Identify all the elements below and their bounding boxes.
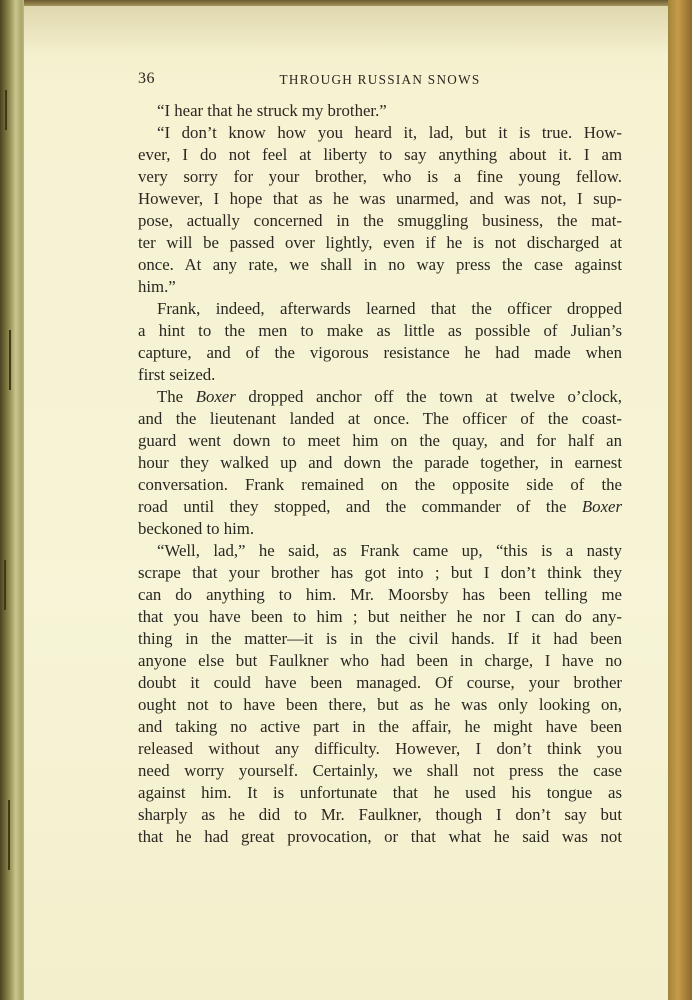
page-shadow [24, 6, 668, 56]
text-line: a hint to the men to make as little as possible of Julian’s [138, 321, 622, 340]
text-line: very sorry for your brother, who is a fine young fellow. [138, 167, 622, 186]
text-fragment: The [157, 387, 196, 406]
page-number: 36 [138, 70, 155, 87]
text-line: However, I hope that as he was unarmed, and was not, I sup- [138, 189, 622, 208]
body-text [138, 100, 622, 848]
text-line: doubt it could have been managed. Of course, your brother [138, 673, 622, 692]
text-line: beckoned to him. [138, 519, 255, 538]
text-line: guard went down to meet him on the quay, and for half an [138, 431, 622, 450]
binding-thread [4, 560, 6, 610]
text-fragment: road until they stopped, and the commander of the [138, 497, 582, 516]
text-line: capture, and of the vigorous resistance he had made when [138, 343, 622, 362]
text-line: ter will be passed over lightly, even if he is not discharged at [138, 233, 622, 252]
text-line: need worry yourself. Certainly, we shall not press the case [138, 761, 622, 780]
text-line: that he had great provocation, or that what he said was not [138, 827, 622, 846]
text-line: “Well, lad,” he said, as Frank came up, “this is a nasty [157, 541, 622, 560]
text-line: ought not to have been there, but as he was only looking on, [138, 695, 622, 714]
ship-name-italic: Boxer [195, 387, 236, 406]
binding-thread [8, 800, 10, 870]
text-line: Frank, indeed, afterwards learned that the officer dropped [157, 299, 622, 318]
text-line: first seized. [138, 365, 216, 384]
binding-thread [5, 90, 7, 130]
text-line: released without any difficulty. However, I don’t think you [138, 739, 622, 758]
text-line: ever, I do not feel at liberty to say anything about it. I am [138, 145, 622, 164]
text-line: can do anything to him. Mr. Moorsby has been telling me [138, 585, 622, 604]
text-line: once. At any rate, we shall in no way press the case against [138, 255, 622, 274]
text-line: thing in the matter—it is in the civil hands. If it had been [138, 629, 622, 648]
text-line: against him. It is unfortunate that he used his tongue as [138, 783, 622, 802]
text-line: conversation. Frank remained on the opposite side of the [138, 475, 622, 494]
running-head-title: THROUGH RUSSIAN SNOWS [279, 72, 481, 87]
text-line: “I hear that he struck my brother.” [157, 101, 387, 120]
text-line: “I don’t know how you heard it, lad, but it is true. How- [157, 123, 622, 142]
text-line: hour they walked up and down the parade together, in earnest [138, 453, 622, 472]
text-line: pose, actually concerned in the smuggling business, the mat- [138, 211, 622, 230]
text-line: scrape that your brother has got into ; but I don’t think they [138, 563, 622, 582]
binding-thread [9, 330, 11, 390]
book-binding [0, 0, 26, 1000]
text-line: sharply as he did to Mr. Faulkner, though I don’t say but [138, 805, 622, 824]
page-right-edge [668, 0, 692, 1000]
text-fragment: dropped anchor off the town at twelve o’clock, [235, 387, 622, 406]
text-line: and the lieutenant landed at once. The officer of the coast- [138, 409, 622, 428]
running-head [138, 70, 622, 92]
text-line [138, 496, 622, 518]
text-line: and taking no active part in the affair, he might have been [138, 717, 622, 736]
text-line: anyone else but Faulkner who had been in charge, I have no [138, 651, 622, 670]
ship-name-italic: Boxer [581, 497, 622, 516]
text-line: him.” [138, 277, 176, 296]
text-line [138, 386, 622, 408]
text-line: that you have been to him ; but neither he nor I can do any- [138, 607, 622, 626]
